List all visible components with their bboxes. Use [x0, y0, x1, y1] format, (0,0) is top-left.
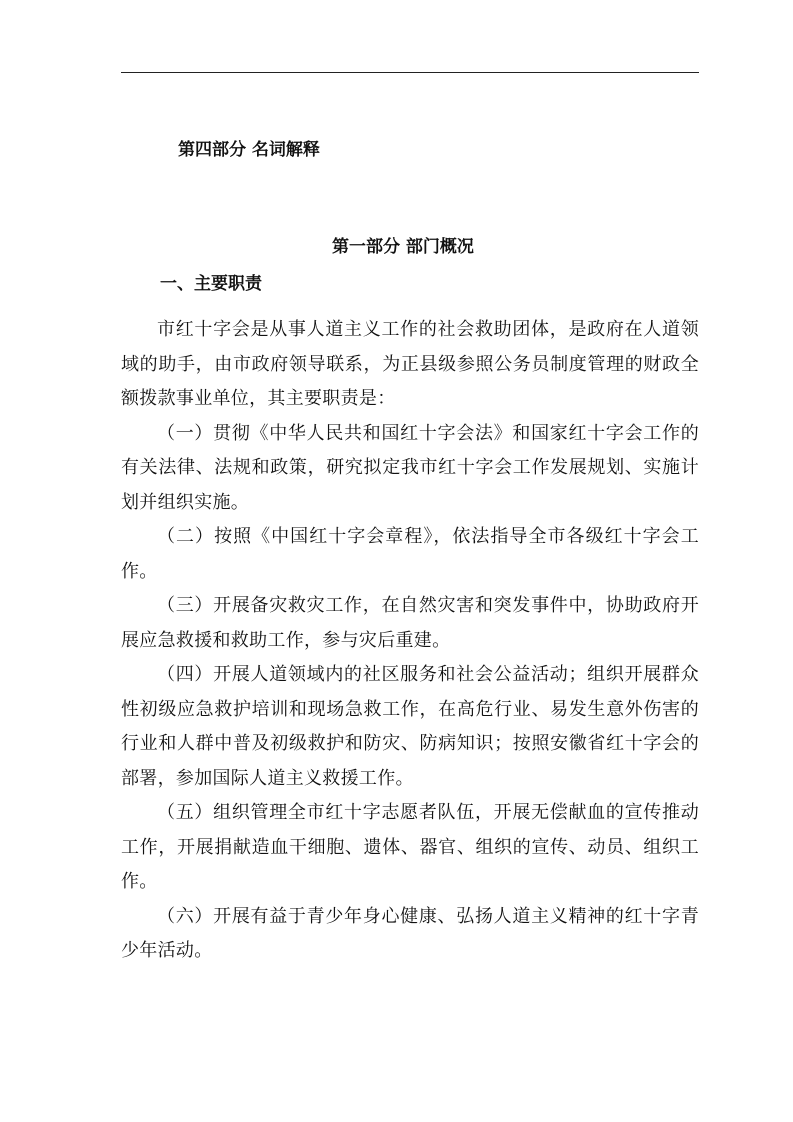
section-heading: 一、主要职责 — [160, 274, 262, 294]
paragraph-duty-3: （三）开展备灾救灾工作，在自然灾害和突发事件中，协助政府开展应急救援和救助工作，参与灾后重建。 — [121, 595, 699, 651]
paragraph-duty-5: （五）组织管理全市红十字志愿者队伍，开展无偿献血的宣传推动工作，开展捐献造血干细胞、遗体、器官、组织的宣传、动员、组织工作。 — [121, 802, 699, 892]
toc-entry-part-four: 第四部分 名词解释 — [178, 140, 320, 160]
paragraph-duty-1: （一）贯彻《中华人民共和国红十字会法》和国家红十字会工作的有关法律、法规和政策，研究拟定我市红十字会工作发展规划、实施计划并组织实施。 — [121, 422, 699, 513]
paragraph-duty-6: （六）开展有益于青少年身心健康、弘扬人道主义精神的红十字青少年活动。 — [121, 905, 699, 961]
paragraph-duty-2: （二）按照《中国红十字会章程》，依法指导全市各级红十字会工作。 — [121, 526, 699, 582]
paragraph-intro: 市红十字会是从事人道主义工作的社会救助团体，是政府在人道领域的助手，由市政府领导联系，为正县级参照公务员制度管理的财政全额拨款事业单位，其主要职责是： — [121, 319, 699, 409]
body-text — [121, 313, 699, 969]
header-rule — [121, 72, 699, 73]
paragraph-duty-4: （四）开展人道领域内的社区服务和社会公益活动；组织开展群众性初级应急救护培训和现场急救工作，在高危行业、易发生意外伤害的行业和人群中普及初级救护和防灾、防病知识；按照安徽省红十字会的部署，参加国际人道主义救援工作。 — [121, 664, 699, 789]
part-title: 第一部分 部门概况 — [332, 237, 474, 257]
